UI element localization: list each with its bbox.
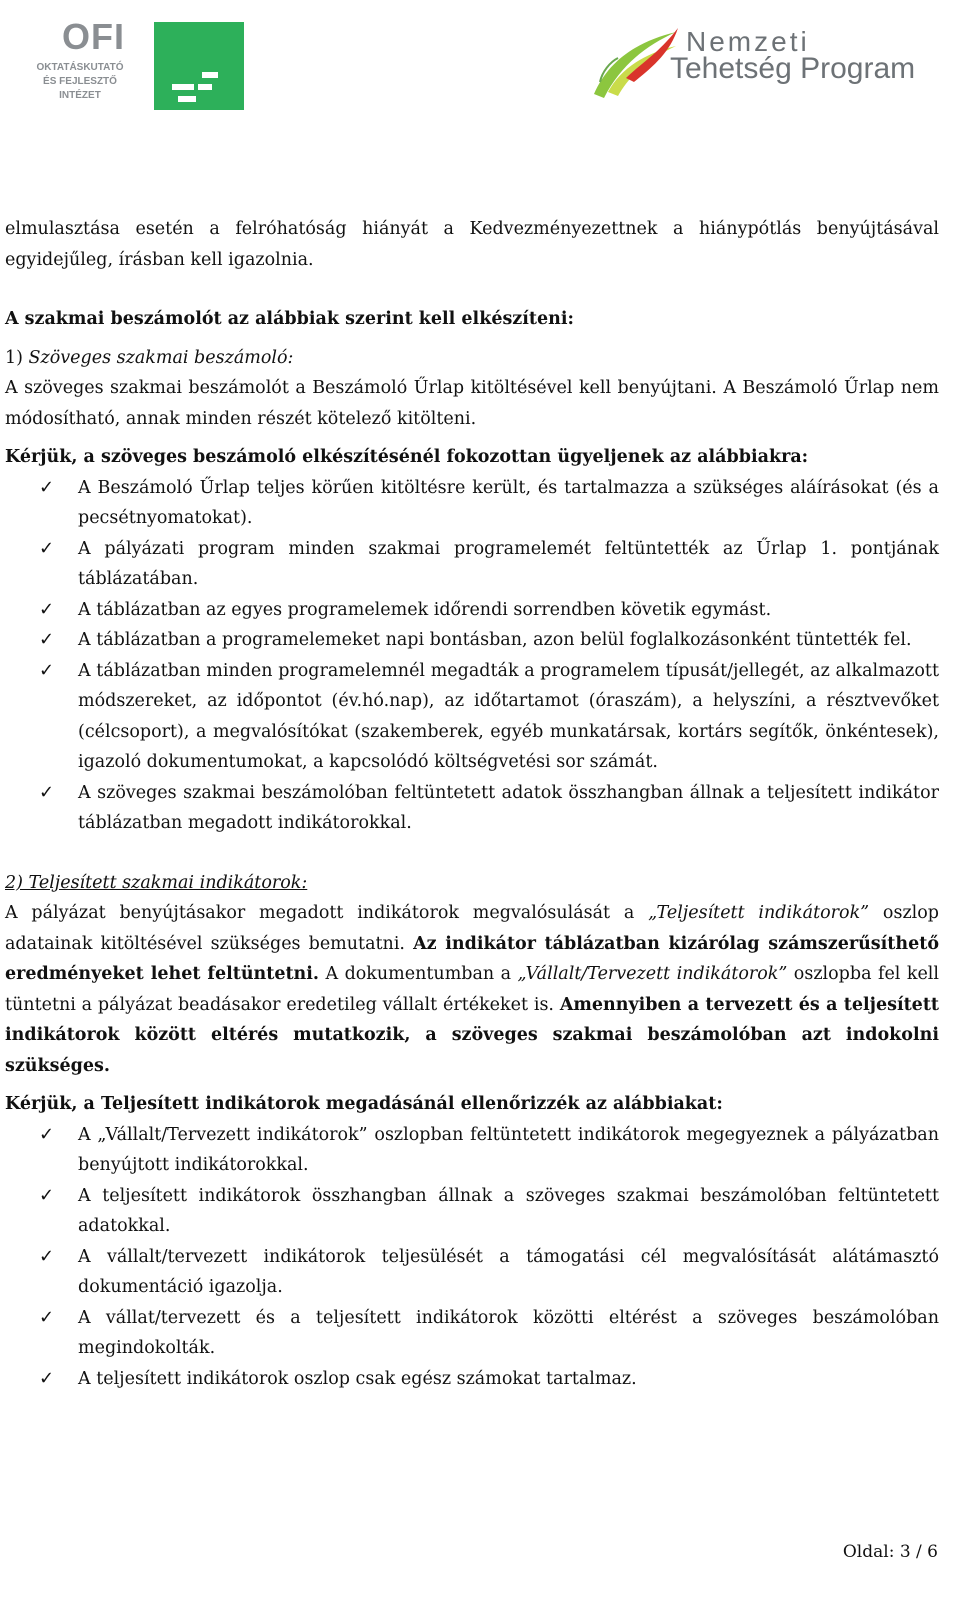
check-icon: ✓ xyxy=(39,781,55,803)
ntp-swoosh-icon xyxy=(590,22,680,102)
list-item: ✓ A vállalt/tervezett indikátorok teljesülését a támogatási cél megvalósítását alátámasztó dokumentáció igazolja. xyxy=(5,1242,939,1303)
ntp-logo-line1: Nemzeti xyxy=(686,26,810,57)
check-icon: ✓ xyxy=(39,476,55,498)
ofi-logo-text xyxy=(20,10,138,110)
ofi-logo-line3: INTÉZET xyxy=(59,90,101,101)
ofi-logo-bar xyxy=(202,72,218,78)
section1-text: A szöveges szakmai beszámolót a Beszámoló Űrlap kitöltésével kell benyújtani. A Beszámoló Űrlap nem módosítható, annak minden részét kötelező kitölteni. xyxy=(5,378,939,429)
ofi-logo-bar xyxy=(178,96,196,102)
list-item: ✓ A szöveges szakmai beszámolóban feltüntetett adatok összhangban állnak a teljesített indikátor táblázatban megadott indikátorokkal. xyxy=(5,778,939,839)
ofi-logo xyxy=(20,10,228,110)
list2-heading: Kérjük, a Teljesített indikátorok megadásánál ellenőrizzék az alábbiakat: xyxy=(5,1094,723,1114)
document-body xyxy=(5,214,939,1394)
section2-text: A pályázat benyújtásakor megadott indikátorok megvalósulását a „Teljesített indikátorok” oszlop adatainak kitöltésével szükséges bemutatni. Az indikátor táblázatban kizárólag számszerűsíthető eredményeket lehet feltüntetni. A dokumentumban a „Vállalt/Tervezett indikátorok” oszlopba fel kell tüntetni a pályázat beadásakor eredetileg vállalt értékeket is. Amennyiben a tervezett és a teljesített indikátorok között eltérés mutatkozik, a szöveges szakmai beszámolóban azt indokolni szükséges. xyxy=(5,903,939,1076)
section2-title: 2) Teljesített szakmai indikátorok: xyxy=(5,872,308,893)
list-item: ✓ A táblázatban az egyes programelemek időrendi sorrendben követik egymást. xyxy=(5,595,939,626)
list-item: ✓ A vállat/tervezett és a teljesített indikátorok közötti eltérést a szöveges beszámolóban megindokolták. xyxy=(5,1303,939,1364)
checklist-2 xyxy=(5,1120,939,1395)
list-item: ✓ A teljesített indikátorok összhangban állnak a szöveges szakmai beszámolóban feltüntetett adatokkal. xyxy=(5,1181,939,1242)
main-heading: A szakmai beszámolót az alábbiak szerint kell elkészíteni: xyxy=(5,309,574,329)
check-icon: ✓ xyxy=(39,1184,55,1206)
ofi-logo-green-block xyxy=(154,22,244,110)
ntp-logo xyxy=(590,22,940,102)
check-icon: ✓ xyxy=(39,1123,55,1145)
list-item: ✓ A Beszámoló Űrlap teljes körűen kitöltésre került, és tartalmazza a szükséges aláírásokat (és a pecsétnyomatokat). xyxy=(5,473,939,534)
list-item: ✓ A táblázatban a programelemeket napi bontásban, azon belül foglalkozásonként tüntették fel. xyxy=(5,625,939,656)
check-icon: ✓ xyxy=(39,1306,55,1328)
list1-heading: Kérjük, a szöveges beszámoló elkészítésénél fokozottan ügyeljenek az alábbiakra: xyxy=(5,447,809,467)
check-icon: ✓ xyxy=(39,1245,55,1267)
list-item: ✓ A „Vállalt/Tervezett indikátorok” oszlopban feltüntetett indikátorok megegyeznek a pályázatban benyújtott indikátorokkal. xyxy=(5,1120,939,1181)
ntp-logo-line2: Tehetség Program xyxy=(670,52,916,85)
list-item: ✓ A teljesített indikátorok oszlop csak egész számokat tartalmaz. xyxy=(5,1364,939,1395)
page-number: Oldal: 3 / 6 xyxy=(842,1542,938,1562)
section1-title: 1) Szöveges szakmai beszámoló: xyxy=(5,347,294,368)
list-item: ✓ A táblázatban minden programelemnél megadták a programelem típusát/jellegét, az alkalmazott módszereket, az időpontot (év.hó.nap), az időtartamot (óraszám), a helyszíni, a résztvevőket (célcsoport), a megvalósítókat (szakemberek, egyéb munkatársak, kortárs segítők, önkéntesek), igazoló dokumentumokat, a kapcsolódó költségvetési sor számát. xyxy=(5,656,939,778)
paragraph-continuation: elmulasztása esetén a felróhatóság hiányát a Kedvezményezettnek a hiánypótlás benyújtásával egyidejűleg, írásban kell igazolnia. xyxy=(5,219,939,270)
check-icon: ✓ xyxy=(39,537,55,559)
check-icon: ✓ xyxy=(39,598,55,620)
ofi-logo-bar xyxy=(172,84,194,90)
check-icon: ✓ xyxy=(39,659,55,681)
check-icon: ✓ xyxy=(39,629,55,650)
checklist-1 xyxy=(5,473,939,839)
ofi-logo-abbr: OFI xyxy=(62,16,125,57)
check-icon: ✓ xyxy=(39,1367,55,1389)
list-item: ✓ A pályázati program minden szakmai programelemét feltüntették az Űrlap 1. pontjának táblázatában. xyxy=(5,534,939,595)
ofi-logo-line1: OKTATÁSKUTATÓ xyxy=(36,62,124,73)
ofi-logo-bar xyxy=(198,84,212,90)
ofi-logo-line2: ÉS FEJLESZTŐ xyxy=(43,76,117,87)
